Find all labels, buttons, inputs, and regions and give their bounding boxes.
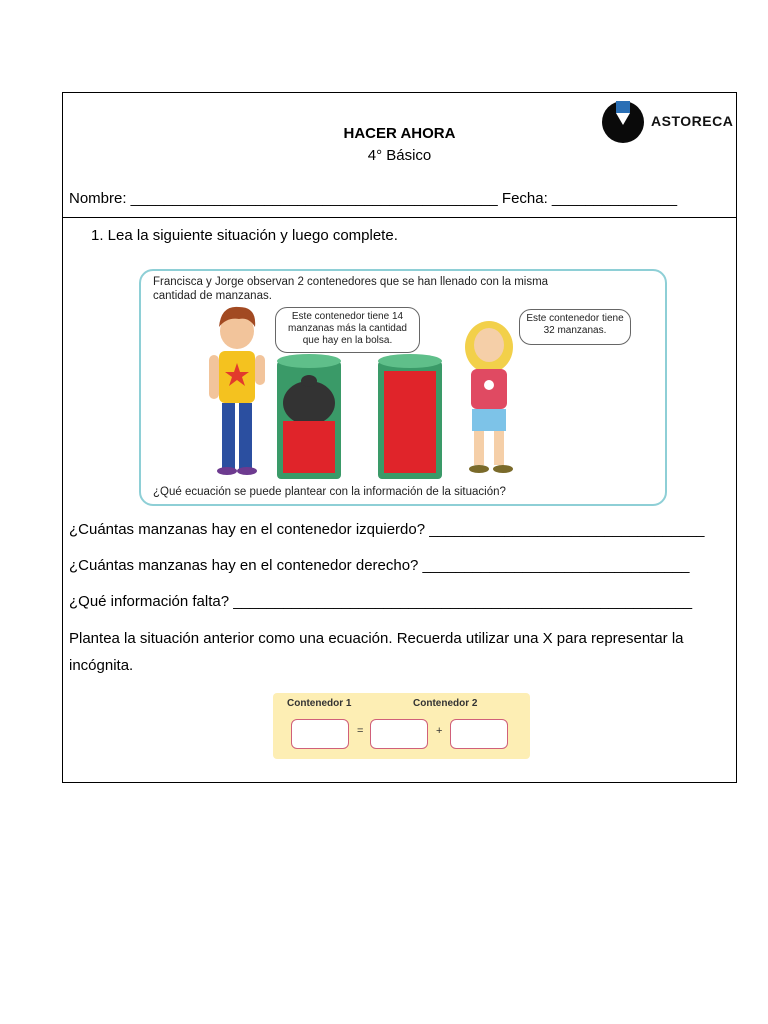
story-scene	[141, 271, 665, 504]
instruction: 1. Lea la siguiente situación y luego complete.	[91, 227, 398, 244]
name-date-line: Nombre: ____________________________________________ Fecha: _______________	[69, 190, 678, 207]
left-container-icon	[277, 354, 341, 479]
question-left-container: ¿Cuántas manzanas hay en el contenedor izquierdo? _________________________________	[69, 521, 705, 538]
right-container-icon	[378, 354, 442, 479]
logo-text: ASTORECA	[651, 113, 734, 129]
answer-slot-3[interactable]	[450, 719, 508, 749]
container2-label: Contenedor 2	[413, 698, 478, 709]
equation-instruction: Plantea la situación anterior como una ecuación. Recuerda utilizar una X para representar la incógnita.	[69, 630, 684, 674]
grade-label: 4° Básico	[367, 147, 432, 164]
plus-sign: +	[436, 725, 443, 737]
worksheet-header	[63, 93, 736, 218]
girl-figure-icon	[465, 321, 513, 473]
story-intro: Francisca y Jorge observan 2 contenedores que se han llenado con la misma cantidad de manzanas.	[153, 276, 549, 302]
question-right-container: ¿Cuántas manzanas hay en el contenedor derecho? ________________________________	[69, 557, 690, 574]
equals-sign: =	[357, 725, 364, 737]
speech-bubble-right: Este contenedor tiene 32 manzanas.	[519, 309, 631, 345]
answer-slot-2[interactable]	[370, 719, 428, 749]
astoreca-logo-icon	[601, 99, 647, 145]
speech-bubble-left: Este contenedor tiene 14 manzanas más la cantidad que hay en la bolsa.	[275, 307, 420, 353]
page-title: HACER AHORA	[343, 125, 456, 142]
answer-slot-1[interactable]	[291, 719, 349, 749]
story-illustration	[139, 269, 667, 506]
container1-label: Contenedor 1	[287, 698, 352, 709]
equation-template	[273, 693, 530, 759]
story-question: ¿Qué ecuación se puede plantear con la información de la situación?	[153, 486, 506, 498]
logo	[601, 99, 734, 145]
boy-figure-icon	[209, 307, 265, 475]
question-missing-info: ¿Qué información falta? _______________________________________________________	[69, 593, 693, 610]
worksheet	[62, 92, 737, 783]
